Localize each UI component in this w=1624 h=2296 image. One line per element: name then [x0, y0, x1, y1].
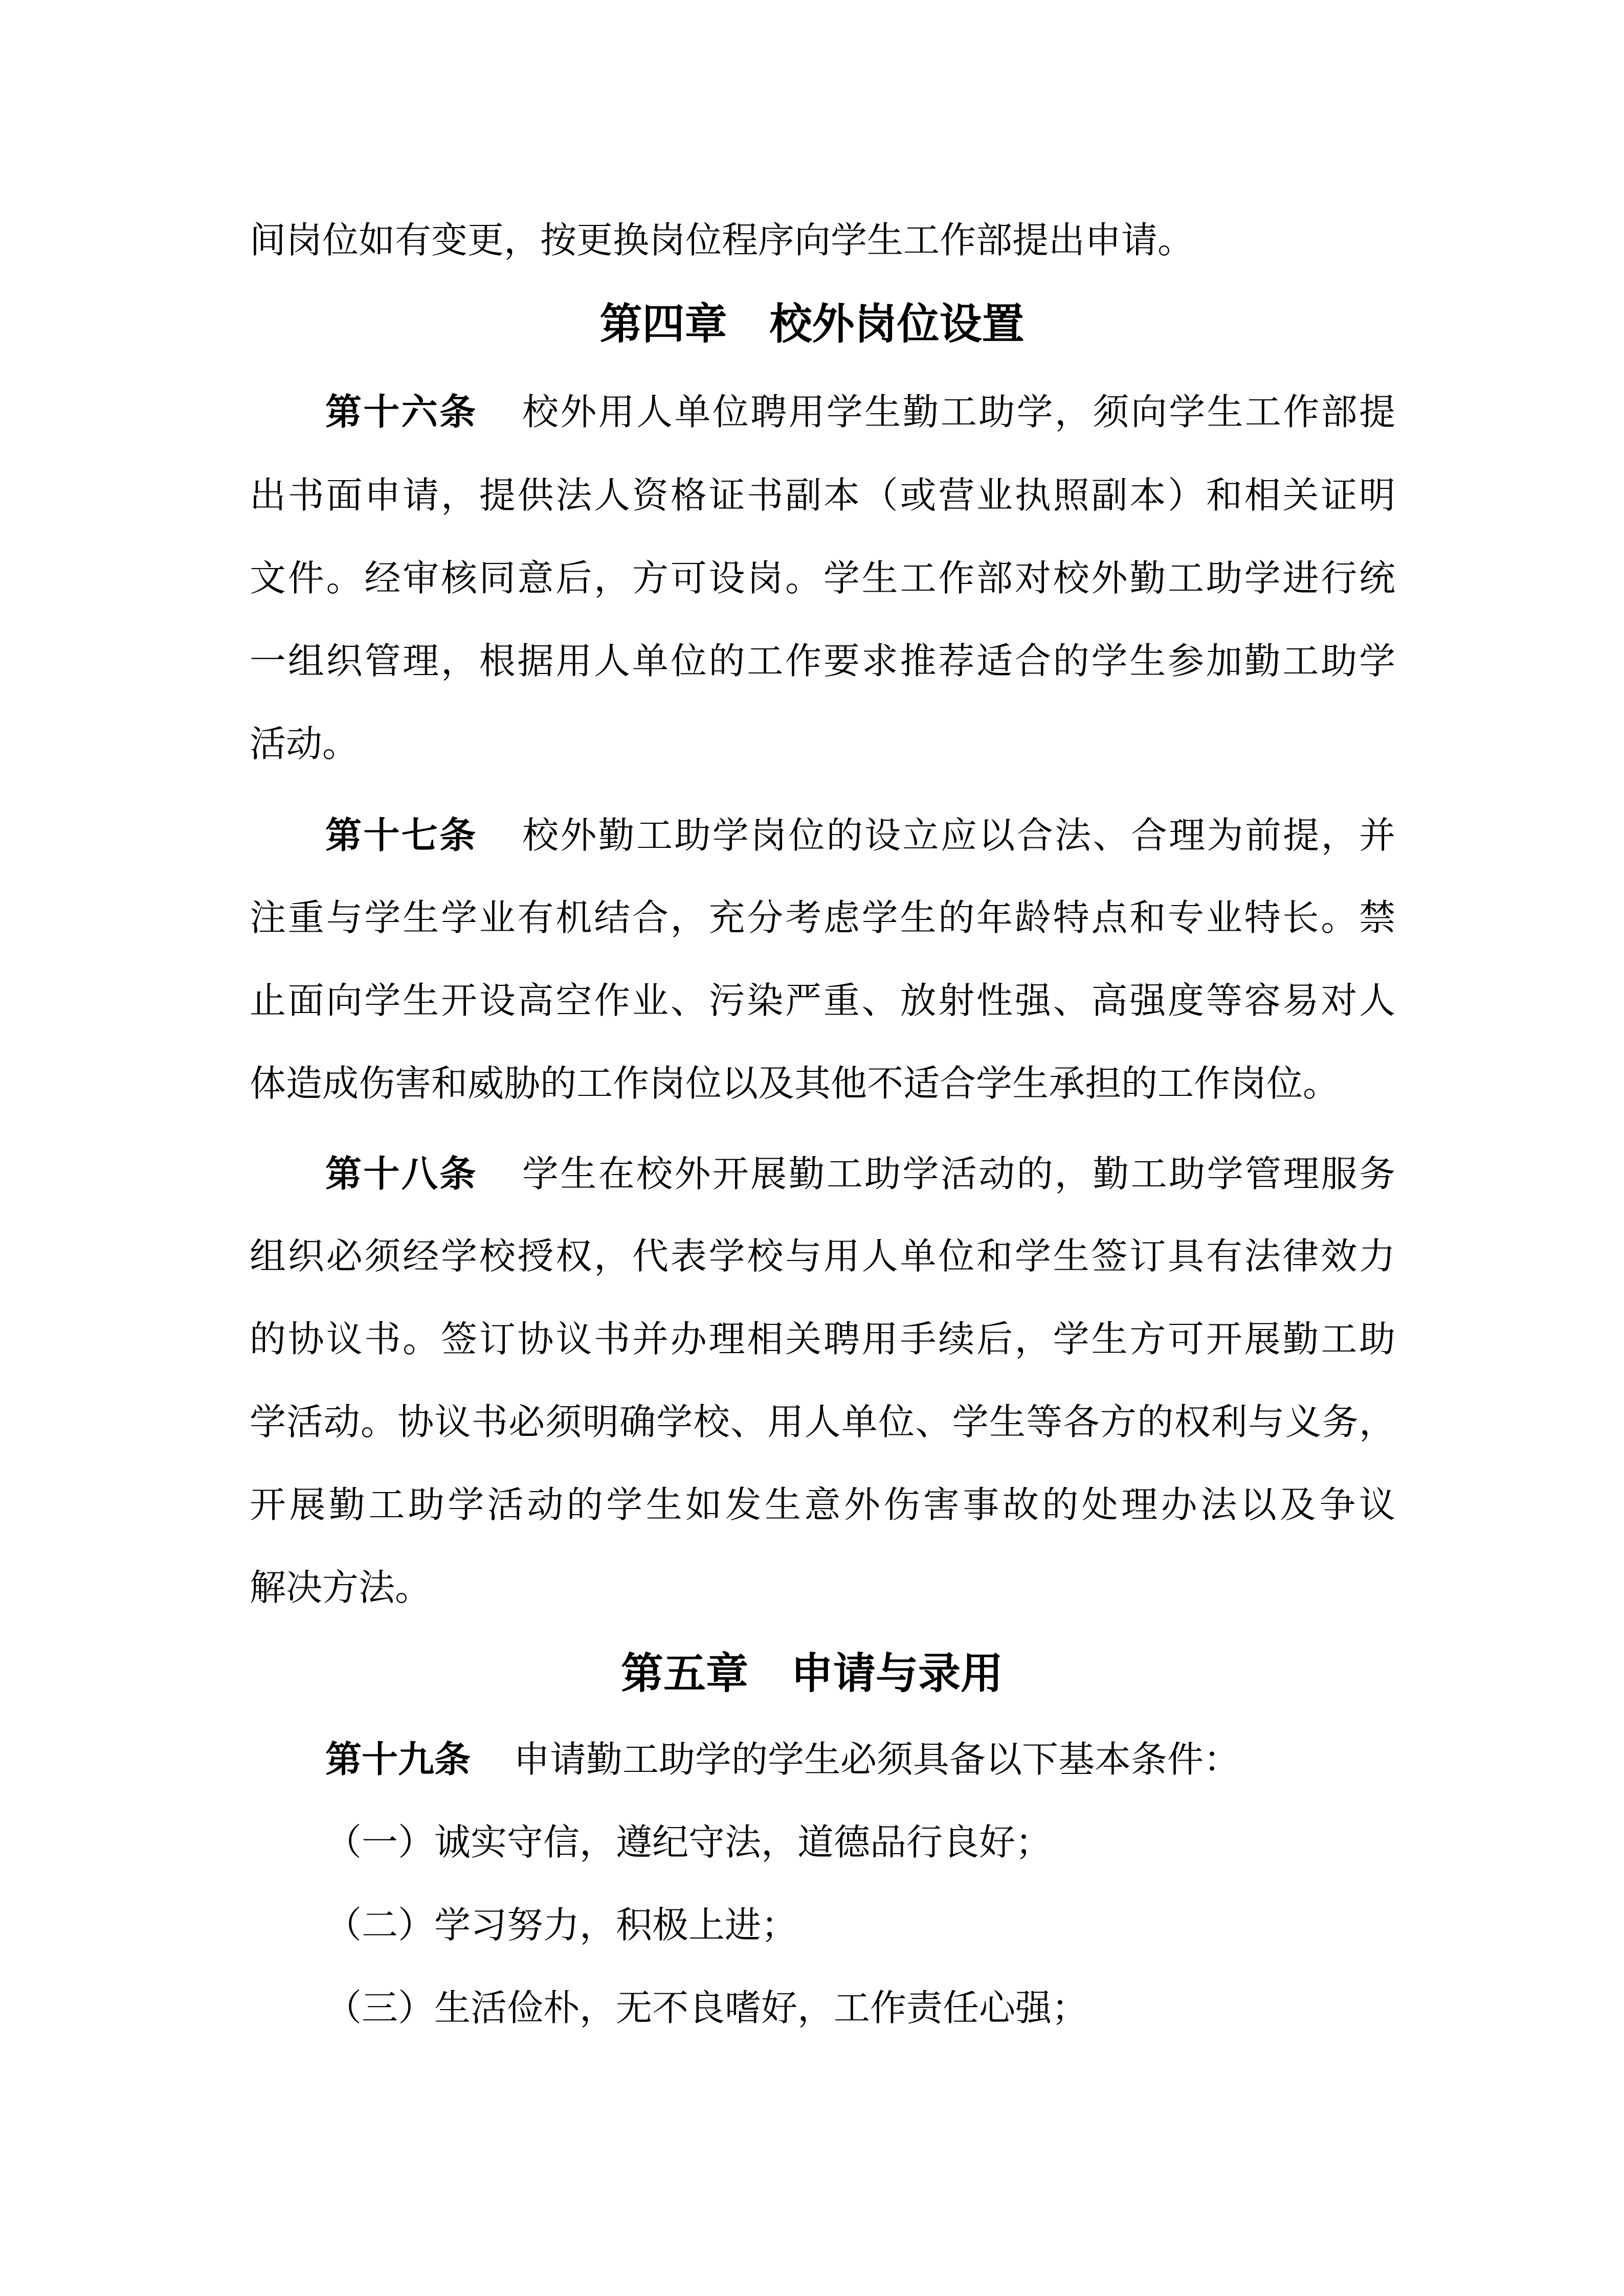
paragraph-line: 开展勤工助学活动的学生如发生意外伤害事故的处理办法以及争议 — [250, 1483, 1395, 1526]
article-16-first-line — [325, 386, 1395, 438]
article-17-label: 第十七条 — [325, 814, 478, 857]
condition-item-3: （三）生活俭朴，无不良嗜好，工作责任心强； — [325, 1987, 1088, 2029]
article-18-label: 第十八条 — [325, 1152, 478, 1195]
condition-item-1: （一）诚实守信，遵纪守法，道德品行良好； — [325, 1821, 1052, 1863]
paragraph-line: 文件。经审核同意后，方可设岗。学生工作部对校外勤工助学进行统 — [250, 557, 1395, 599]
paragraph-line: 出书面申请，提供法人资格证书副本（或营业执照副本）和相关证明 — [250, 474, 1395, 516]
paragraph-line: 止面向学生开设高空作业、污染严重、放射性强、高强度等容易对人 — [250, 979, 1395, 1022]
paragraph-line: 解决方法。 — [250, 1566, 432, 1609]
article-18-first-line — [325, 1148, 1395, 1200]
paragraph-line: 间岗位如有变更，按更换岗位程序向学生工作部提出申请。 — [250, 219, 1194, 261]
article-19-label: 第十九条 — [325, 1738, 471, 1781]
paragraph-line: 注重与学生学业有机结合，充分考虑学生的年龄特点和专业特长。禁 — [250, 896, 1395, 939]
paragraph-line: 学活动。协议书必须明确学校、用人单位、学生等各方的权利与义务， — [250, 1401, 1395, 1443]
paragraph-line: 一组织管理，根据用人单位的工作要求推荐适合的学生参加勤工助学 — [250, 640, 1395, 682]
article-19-first-line — [325, 1734, 1395, 1785]
article-17-first-line — [325, 809, 1395, 861]
paragraph-line: 的协议书。签订协议书并办理相关聘用手续后，学生方可开展勤工助 — [250, 1318, 1395, 1360]
article-16-label: 第十六条 — [325, 390, 478, 433]
condition-item-2: （二）学习努力，积极上进； — [325, 1904, 798, 1946]
paragraph-line: 体造成伤害和威胁的工作岗位以及其他不适合学生承担的工作岗位。 — [250, 1062, 1340, 1105]
paragraph-line: 组织必须经学校授权，代表学校与用人单位和学生签订具有法律效力 — [250, 1235, 1395, 1277]
article-19-text: 申请勤工助学的学生必须具备以下基本条件： — [514, 1738, 1240, 1781]
article-17-text: 校外勤工助学岗位的设立应以合法、合理为前提，并 — [520, 814, 1395, 857]
article-16-text: 校外用人单位聘用学生勤工助学，须向学生工作部提 — [520, 391, 1395, 433]
chapter-4-heading: 第四章 校外岗位设置 — [599, 299, 1025, 349]
article-18-text: 学生在校外开展勤工助学活动的，勤工助学管理服务 — [520, 1153, 1395, 1195]
chapter-5-heading: 第五章 申请与录用 — [621, 1648, 1003, 1698]
paragraph-line: 活动。 — [250, 723, 359, 765]
